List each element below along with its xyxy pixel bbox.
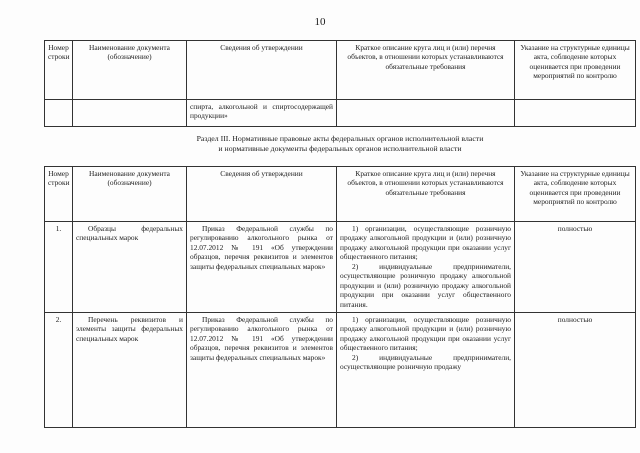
header-units: Указание на структурные единицы акта, соблюдение которых оценивается при проведении мероприятий по контролю: [515, 167, 636, 222]
row-persons-item-1: 1) организации, осуществляющие розничную продажу алкогольной продукции и (или) розничную продажу алкогольной продукции при оказании услуг общественного питания;: [340, 224, 511, 262]
row-persons-item-1: 1) организации, осуществляющие розничную продажу алкогольной продукции и (или) розничную продажу алкогольной продукции при оказании услуг общественного питания;: [340, 315, 511, 353]
header-units: Указание на структурные единицы акта, соблюдение которых оценивается при проведении мероприятий по контролю: [515, 41, 636, 100]
row-info: Приказ Федеральной службы по регулированию алкогольного рынка от 12.07.2012 № 191 «Об утверждении образцов, перечня реквизитов и элементов защиты федеральных специальных марок»: [187, 313, 337, 428]
header-number: Номер строки: [45, 41, 73, 100]
header-number: Номер строки: [45, 167, 73, 222]
table-row: [45, 100, 636, 127]
row-persons: [337, 313, 515, 428]
header-persons: Краткое описание круга лиц и (или) перечня объектов, в отношении которых устанавливаются обязательные требования: [337, 41, 515, 100]
table-header-row: [45, 41, 636, 100]
header-name: Наименование документа (обозначение): [73, 167, 187, 222]
header-name: Наименование документа (обозначение): [73, 41, 187, 100]
row-persons: [337, 222, 515, 313]
header-info: Сведения об утверждении: [187, 41, 337, 100]
carryover-info-cell: спирта, алкогольной и спиртосодержащей продукции»: [187, 100, 337, 127]
header-info: Сведения об утверждении: [187, 167, 337, 222]
row-units: полностью: [515, 313, 636, 428]
section-table: [44, 166, 636, 428]
row-name: Образцы федеральных специальных марок: [73, 222, 187, 313]
row-number: 1.: [45, 222, 73, 313]
row-units: полностью: [515, 222, 636, 313]
table-row: [45, 222, 636, 313]
page-number: 10: [314, 16, 326, 28]
header-persons: Краткое описание круга лиц и (или) перечня объектов, в отношении которых устанавливаются обязательные требования: [337, 167, 515, 222]
continued-table: [44, 40, 636, 127]
table-row: [45, 313, 636, 428]
row-name: Перечень реквизитов и элементы защиты федеральных специальных марок: [73, 313, 187, 428]
section-title-line1: Раздел III. Нормативные правовые акты федеральных органов исполнительной власти: [196, 134, 484, 143]
section-title-line2: и нормативные документы федеральных органов исполнительной власти: [218, 144, 462, 154]
table-header-row: [45, 167, 636, 222]
row-info: Приказ Федеральной службы по регулированию алкогольного рынка от 12.07.2012 № 191 «Об утверждении образцов, перечня реквизитов и элементов защиты федеральных специальных марок»: [187, 222, 337, 313]
row-persons-item-2: 2) индивидуальные предприниматели, осуществляющие розничную продажу алкогольной продукции и (или) розничную продажу алкогольной продукции при оказании услуг общественного питания.: [340, 261, 511, 309]
row-number: 2.: [45, 313, 73, 428]
section-title: [44, 134, 636, 154]
row-persons-item-2: 2) индивидуальные предприниматели, осуществляющие розничную продажу: [340, 352, 511, 372]
